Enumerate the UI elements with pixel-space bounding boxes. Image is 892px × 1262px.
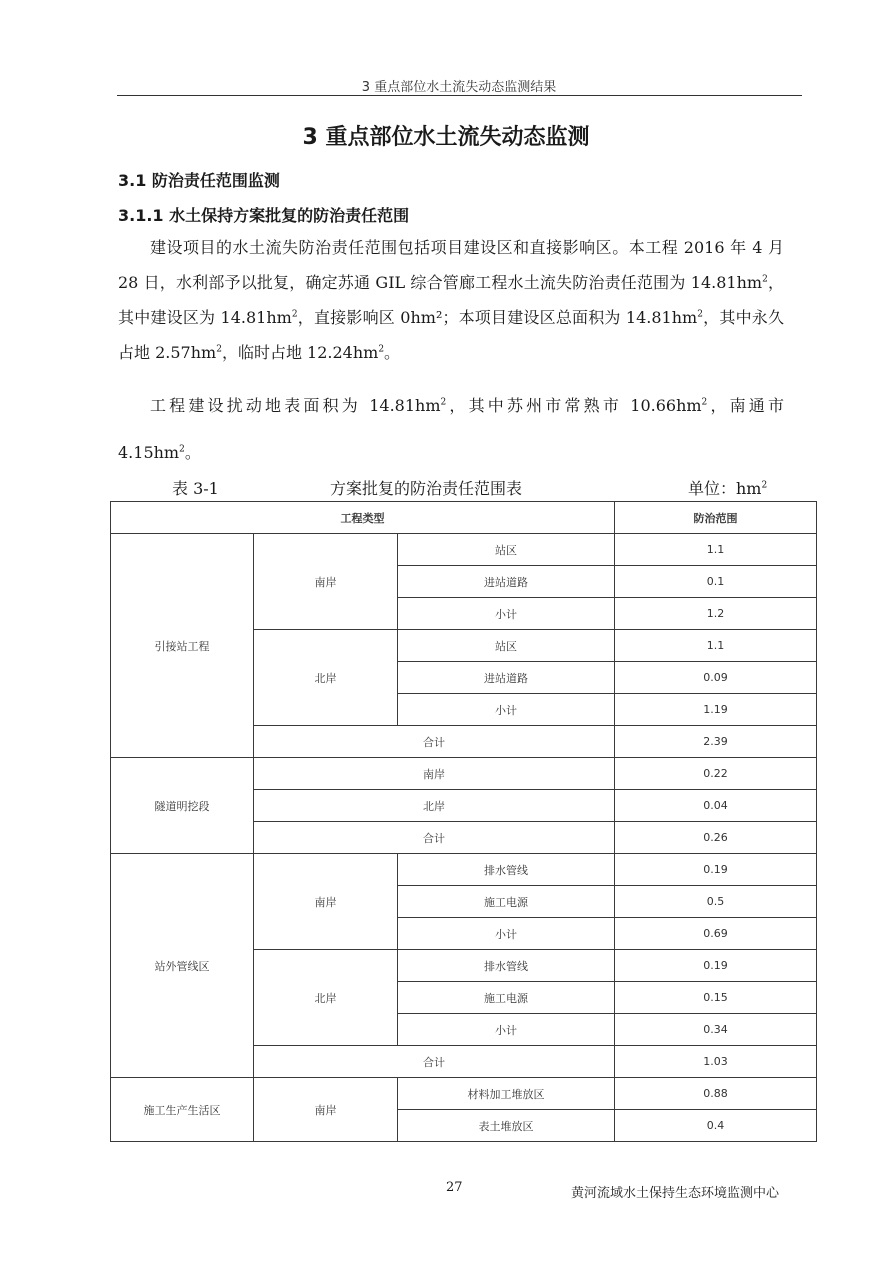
value-cell: 0.15 [615, 982, 817, 1014]
value-cell: 0.1 [615, 566, 817, 598]
text-run: 。 [184, 443, 201, 462]
item-cell: 材料加工堆放区 [398, 1078, 615, 1110]
value-cell: 0.5 [615, 886, 817, 918]
value-cell: 0.19 [615, 854, 817, 886]
header-cell-range: 防治范围 [615, 502, 817, 534]
item-cell: 进站道路 [398, 566, 615, 598]
text-run: ，其中苏州市常熟市 10.66hm [446, 396, 702, 415]
header-rule [117, 95, 802, 96]
bank-cell: 北岸 [254, 630, 398, 726]
item-cell: 小计 [398, 694, 615, 726]
bank-cell: 南岸 [254, 1078, 398, 1142]
superscript: 2 [761, 480, 768, 491]
table-row [111, 534, 817, 566]
paragraph-disturbance [118, 382, 784, 476]
text-run: ，南通市 4.15hm [118, 396, 784, 462]
value-cell: 1.03 [615, 1046, 817, 1078]
superscript: 2 [701, 397, 708, 408]
item-cell: 站区 [398, 534, 615, 566]
value-cell: 0.09 [615, 662, 817, 694]
superscript: 2 [179, 444, 185, 455]
value-cell: 1.1 [615, 630, 817, 662]
group-cell: 引接站工程 [111, 534, 254, 758]
text-run: 建设项目的水土流失防治责任范围包括项目建设区和直接影响区。本工程 2016 年 4 月 28 日，水利部予以批复，确定苏通 GIL 综合管廊工程水土流失防治责任范围为 14.81hm [118, 238, 784, 292]
item-cell: 进站道路 [398, 662, 615, 694]
value-cell: 2.39 [615, 726, 817, 758]
section-heading: 3.1 防治责任范围监测 [118, 171, 280, 190]
item-cell: 表土堆放区 [398, 1110, 615, 1142]
value-cell: 0.22 [615, 758, 817, 790]
value-cell: 0.4 [615, 1110, 817, 1142]
table-header-row [111, 502, 817, 534]
bank-cell: 北岸 [254, 950, 398, 1046]
chapter-title: 3 重点部位水土流失动态监测 [302, 125, 590, 150]
total-label-cell: 合计 [254, 822, 615, 854]
page-number: 27 [446, 1180, 463, 1195]
superscript: 2 [697, 309, 703, 320]
item-cell: 施工电源 [398, 886, 615, 918]
item-cell: 排水管线 [398, 854, 615, 886]
text-run: ，其中永久占地 2.57hm [118, 308, 784, 362]
item-cell: 北岸 [254, 790, 615, 822]
unit-text: 单位：hm [688, 479, 762, 498]
item-cell: 站区 [398, 630, 615, 662]
value-cell: 0.88 [615, 1078, 817, 1110]
running-header: 3 重点部位水土流失动态监测结果 [361, 80, 557, 95]
value-cell: 0.19 [615, 950, 817, 982]
group-cell: 施工生产生活区 [111, 1078, 254, 1142]
value-cell: 0.69 [615, 918, 817, 950]
bank-cell: 南岸 [254, 534, 398, 630]
item-cell: 小计 [398, 918, 615, 950]
table-row [111, 1078, 817, 1110]
total-label-cell: 合计 [254, 726, 615, 758]
text-run: 工程建设扰动地表面积为 14.81hm [150, 396, 441, 415]
bank-cell: 南岸 [254, 854, 398, 950]
value-cell: 0.26 [615, 822, 817, 854]
table-number: 表 3-1 [172, 479, 219, 498]
superscript: 2 [440, 397, 447, 408]
footer-organization: 黄河流域水土保持生态环境监测中心 [571, 1186, 780, 1201]
text-run: ，直接影响区 0hm²；本项目建设区总面积为 14.81hm [297, 308, 698, 327]
total-label-cell: 合计 [254, 1046, 615, 1078]
paragraph-approval [118, 230, 784, 370]
table-title: 方案批复的防治责任范围表 [330, 479, 523, 498]
table-unit [688, 476, 767, 499]
table-row [111, 758, 817, 790]
table-caption [110, 476, 816, 500]
value-cell: 1.1 [615, 534, 817, 566]
value-cell: 0.34 [615, 1014, 817, 1046]
responsibility-range-table [110, 501, 817, 1142]
text-run: ，临时占地 12.24hm [221, 343, 379, 362]
text-run: ，其中建设区为 14.81hm [118, 273, 784, 327]
superscript: 2 [378, 344, 385, 355]
item-cell: 施工电源 [398, 982, 615, 1014]
subsection-heading: 3.1.1 水土保持方案批复的防治责任范围 [118, 206, 410, 225]
group-cell: 站外管线区 [111, 854, 254, 1078]
value-cell: 0.04 [615, 790, 817, 822]
group-cell: 隧道明挖段 [111, 758, 254, 854]
value-cell: 1.2 [615, 598, 817, 630]
text-run: 。 [384, 343, 401, 362]
table-row [111, 854, 817, 886]
item-cell: 南岸 [254, 758, 615, 790]
item-cell: 小计 [398, 598, 615, 630]
value-cell: 1.19 [615, 694, 817, 726]
header-cell-type: 工程类型 [111, 502, 615, 534]
superscript: 2 [216, 344, 222, 355]
item-cell: 排水管线 [398, 950, 615, 982]
superscript: 2 [762, 274, 768, 285]
superscript: 2 [291, 309, 298, 320]
item-cell: 小计 [398, 1014, 615, 1046]
